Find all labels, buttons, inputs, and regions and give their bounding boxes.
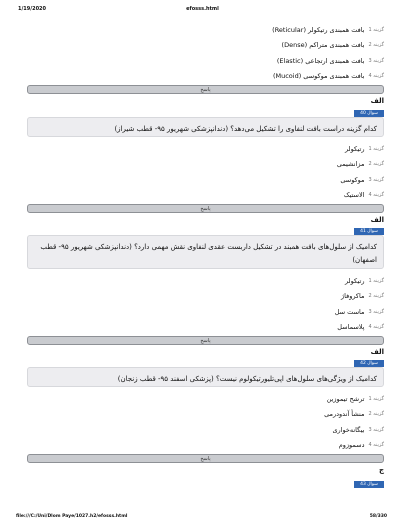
- option-text: ترشح تیموزین: [326, 394, 365, 403]
- option-text: بافت همبندی رتیکولر (Reticular): [272, 25, 365, 34]
- option-1: [27, 141, 384, 157]
- reply-toggle[interactable]: پاسخ: [27, 204, 384, 213]
- option-3: [27, 304, 384, 320]
- option-text: موکوسی: [340, 175, 365, 184]
- file-path: file:///C:/Uni/Dlom Paye/1027.h2/efosss.html: [16, 514, 128, 519]
- option-label: گزینه 1: [368, 395, 384, 402]
- answer-text: ج: [378, 466, 384, 474]
- question-block: [27, 481, 384, 488]
- option-2: [27, 157, 384, 173]
- answer-text: الف: [370, 348, 384, 356]
- option-3: [27, 53, 384, 69]
- question-text: کدام گزینه دراست بافت لنفاوی را تشکیل می‌دهد؟ (دندانپزشکی شهریور ۹۵- قطب شیراز): [27, 117, 384, 137]
- answer-text: الف: [370, 97, 384, 105]
- option-4: [27, 69, 384, 85]
- option-label: گزینه 2: [368, 293, 384, 300]
- page-number: 58/330: [369, 514, 387, 519]
- reply-toggle[interactable]: پاسخ: [27, 85, 384, 94]
- option-label: گزینه 2: [368, 411, 384, 418]
- option-text: بافت همبندی متراکم (Dense): [281, 41, 365, 50]
- page-title: efosss.html: [186, 6, 219, 12]
- question-block: [27, 360, 384, 474]
- print-date: 1/19/2020: [18, 6, 47, 12]
- option-label: گزینه 4: [368, 442, 384, 449]
- option-text: دسموزوم: [338, 441, 365, 450]
- option-2: [27, 407, 384, 423]
- option-4: [27, 188, 384, 204]
- page-header: [0, 6, 405, 16]
- reply-toggle[interactable]: پاسخ: [27, 454, 384, 463]
- question-text: کدامیک از ویژگی‌های سلول‌های اپی‌تلیورتیکولوم نیست؟ (پزشکی اسفند ۹۵- قطب زنجان): [27, 367, 384, 387]
- option-text: منشأ آندودرمی: [324, 410, 365, 419]
- question-block: [27, 110, 384, 224]
- question-text: کدامیک از سلول‌های بافت همبند در تشکیل داربست عقدی لنفاوی نقش مهمی دارد؟ (دندانپزشکی شهریور ۹۵- قطب اصفهان): [27, 235, 384, 269]
- option-3: [27, 172, 384, 188]
- option-3: [27, 422, 384, 438]
- question-number-badge: سوال 40: [354, 110, 384, 117]
- option-text: بافت همبندی موکوسی (Mucoid): [272, 72, 365, 81]
- option-1: [27, 273, 384, 289]
- page-footer: [0, 514, 405, 522]
- option-text: بیگانه‌خواری: [332, 425, 365, 434]
- option-label: گزینه 3: [368, 426, 384, 433]
- option-label: گزینه 4: [368, 192, 384, 199]
- option-text: رتیکولر: [345, 276, 365, 285]
- option-label: گزینه 3: [368, 176, 384, 183]
- answer-text: الف: [370, 216, 384, 224]
- option-4: [27, 438, 384, 454]
- option-label: گزینه 3: [368, 57, 384, 64]
- option-label: گزینه 3: [368, 308, 384, 315]
- option-text: الاستیک: [343, 191, 365, 200]
- option-2: [27, 38, 384, 54]
- option-label: گزینه 1: [368, 145, 384, 152]
- option-label: گزینه 2: [368, 42, 384, 49]
- question-block: [27, 22, 384, 105]
- reply-toggle[interactable]: پاسخ: [27, 336, 384, 345]
- question-block: [27, 228, 384, 356]
- option-label: گزینه 1: [368, 277, 384, 284]
- question-number-badge: سوال 41: [354, 228, 384, 235]
- option-text: ماکروفاژ: [340, 292, 365, 301]
- option-text: ماست سل: [334, 307, 365, 316]
- option-2: [27, 289, 384, 305]
- option-label: گزینه 1: [368, 26, 384, 33]
- option-label: گزینه 4: [368, 73, 384, 80]
- option-text: بافت همبندی ارتجاعی (Elastic): [276, 56, 365, 65]
- option-label: گزینه 2: [368, 161, 384, 168]
- option-text: مزانشیمی: [336, 160, 365, 169]
- option-4: [27, 320, 384, 336]
- option-1: [27, 391, 384, 407]
- question-number-badge: سوال 43: [354, 481, 384, 488]
- content: [27, 22, 384, 488]
- option-label: گزینه 4: [368, 324, 384, 331]
- option-text: پلاسماسل: [337, 323, 365, 332]
- option-text: رتیکولر: [345, 144, 365, 153]
- option-1: [27, 22, 384, 38]
- question-number-badge: سوال 42: [354, 360, 384, 367]
